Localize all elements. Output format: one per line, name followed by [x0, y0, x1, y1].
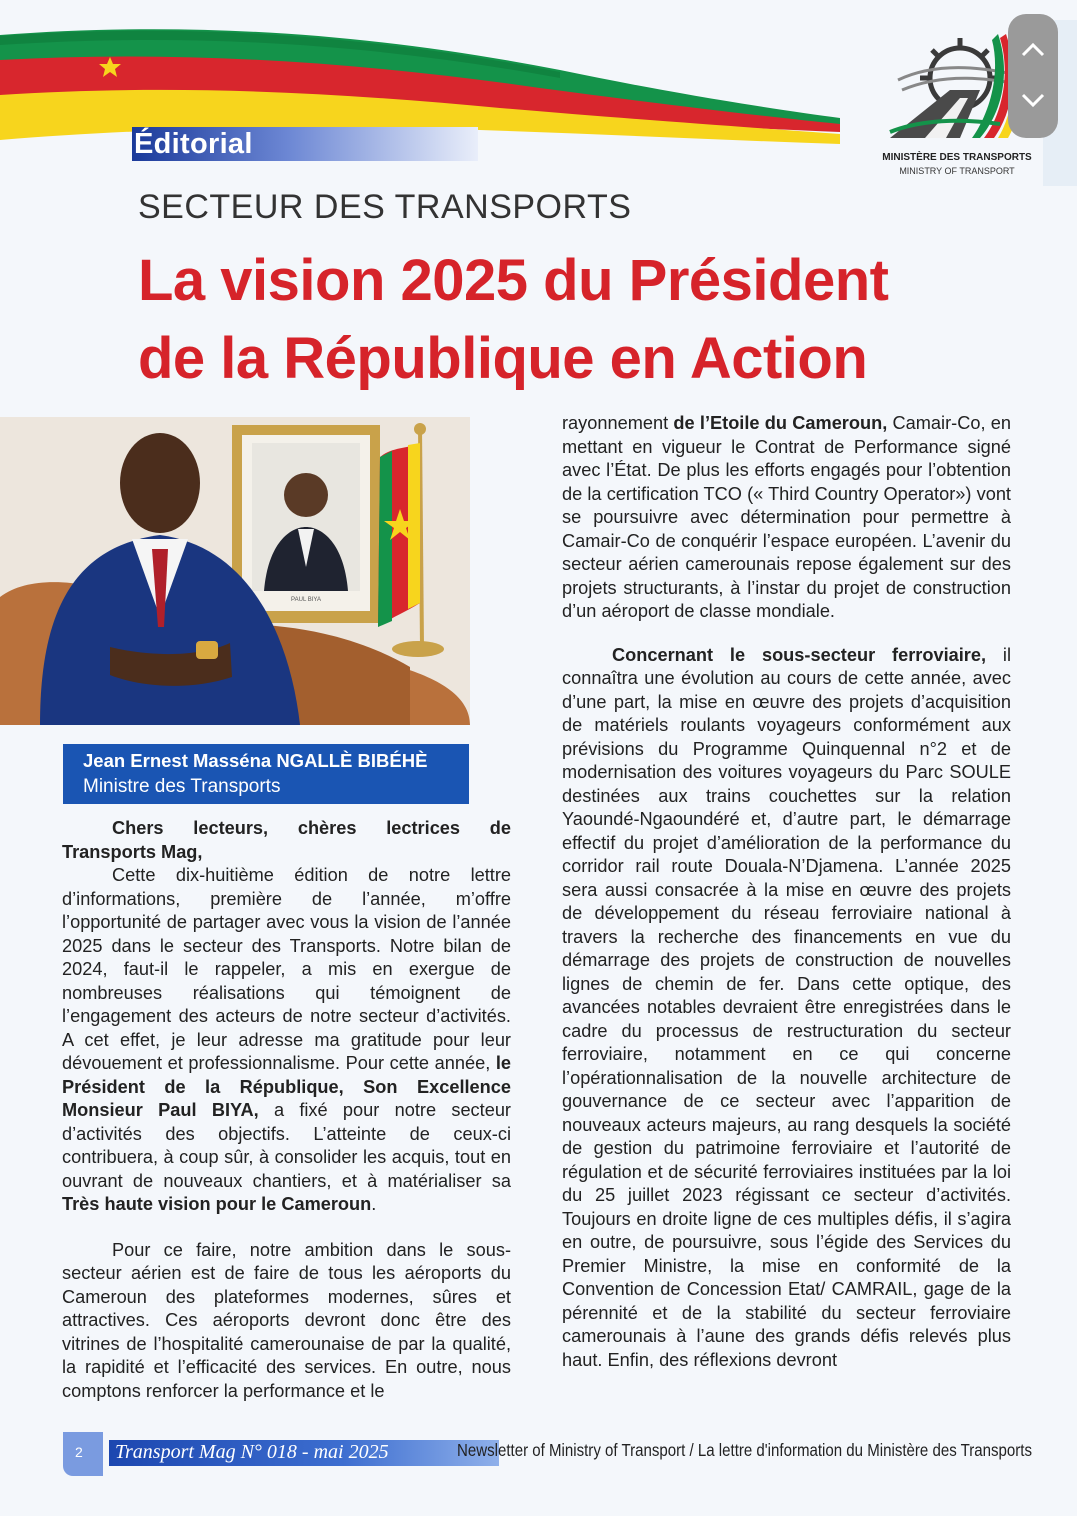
president-name-bold: le Président de la République, Son Excellence Monsieur Paul BIYA, [62, 1053, 511, 1120]
article-column-2 [562, 412, 1011, 1372]
body-paragraph [562, 412, 1011, 624]
body-paragraph: Pour ce faire, notre ambition dans le sous-secteur aérien est de faire de tous les aéroports du Cameroun des plateformes modernes, sûres et attractives. Ces aéroports devront donc être des vitrines de l’hospitalité camerounaise de par la qualité, la rapidité et l’efficacité des services. En outre, nous comptons renforcer la performance et le [62, 1239, 511, 1401]
page-number: 2 [75, 1444, 83, 1460]
paragraph-spacer [562, 624, 1011, 644]
portrait-frame-label: PAUL BIYA [291, 597, 321, 603]
paragraph-text: Cette dix-huitième édition de notre lettre d’informations, première de l’année, m’offre l’opportunité de partager avec vous la vision de l’année 2025 dans le secteur des Transports. Notre bilan de 2024, faut-il le rappeler, a mis en exergue de nombreuses réalisations qui témoignent de l’engagement des acteurs de notre secteur d’activités. A cet effet, je leur adresse ma gratitude pour leur dévouement et professionnalisme. Pour cette année, [62, 865, 511, 1073]
section-label [132, 127, 478, 161]
photo-caption [63, 744, 469, 804]
rail-subsector-bold: Concernant le sous-secteur ferroviaire, [612, 644, 987, 665]
paragraph-text: rayonnement [562, 413, 674, 433]
page-footer [63, 1432, 1043, 1476]
article-kicker: SECTEUR DES TRANSPORTS [138, 188, 632, 226]
paragraph-text: a fixé pour notre secteur d’activités des objectifs. L’atteinte de ceux-ci contribuera, à coup sûr, à consolider les acquis, tout en ouvrant de nouveaux chantiers, et à matérialiser sa [62, 1100, 511, 1191]
body-paragraph: Cette dix-huitième édition de notre lettre d’informations, première de l’année, m’offre l’opportunité de partager avec vous la vision de l’année 2025 dans le secteur des Transports. Notre bilan de 2024, faut-il le rappeler, a mis en exergue de nombreuses réalisations qui témoignent de l’engagement des acteurs de notre secteur d’activités. A cet effet, je leur adresse ma gratitude pour leur dévouement et professionnalisme. Pour cette année, le Président de la République, Son Excellence Monsieur Paul BIYA, a fixé pour notre secteur d’activités des objectifs. L’atteinte de ceux-ci contribuera, à coup sûr, à consolider les acquis, tout en ouvrant de nouveaux chantiers, et à matérialiser sa Très haute vision pour le Cameroun. [62, 865, 511, 1214]
issue-banner [109, 1440, 499, 1466]
paragraph-spacer [62, 1217, 511, 1239]
minister-photo [0, 417, 470, 725]
paragraph-text: il connaîtra une évolution au cours de cette année, avec d’une part, la mise en œuvre des projets d’acquisition de matériels roulants voyageurs conformément aux prévisions du Programme Quinquennal n°2 et de modernisation des voitures voyageurs du Parc SOULE destinées aux trains couchettes sur la relation Yaoundé-Ngaoundéré et, d’autre part, le démarrage effectif du projet d’amélioration de la performance du corridor rail route Douala-N’Djamena. L’année 2025 sera aussi consacrée à la mise en œuvre des projets de développement du réseau ferroviaire national à travers la recherche des financements en vue du démarrage des projets de construction de nouvelles lignes de chemin de fer. Dans cette optique, des avancées notables devraient être enregistrées dans le cadre du processus de restructuration du secteur ferroviaire, notamment en ce qui concerne l’opérationnalisation de la nouvelle architecture de gouvernance de ce secteur avec l’apparition de nouveaux acteurs majeurs, au rang desquels la société de gestion du patrimoine ferroviaire et l’autorité de régulation et de sécurité ferroviaires instituées par la loi du 25 juillet 2023 régissant ce secteur d’activités. Toujours en droite ligne de ces multiples défis, il s’agira en outre, de poursuivre, sous l’égide des Services du Premier Ministre, la mise en conformité de la Convention de Concession Etat/ CAMRAIL, gage de la pérennité et de la stabilité du secteur ferroviaire camerounais à l’aune des grands défis relevés plus haut. Enfin, des réflexions devront [562, 644, 1011, 1370]
footer-tagline: Newsletter of Ministry of Transport / La lettre d'information du Ministère des Transports [457, 1440, 1033, 1460]
scroll-down-chevron-icon[interactable] [1008, 80, 1058, 120]
vision-phrase-bold: Très haute vision pour le Cameroun [62, 1194, 372, 1214]
greeting-text: Chers lecteurs, chères lectrices de Transports Mag [62, 818, 511, 862]
paragraph-text: Camair-Co, en mettant en vigueur le Contrat de Performance signé avec l’État. De plus les efforts engagés pour l’obtention de la certification TCO (« Third Country Operator») vont se poursuivre avec détermination pour permettre à Camair-Co de conquérir l’espace européen. L’avenir du secteur aérien camerounais repose également sur des projets structurants, à l’instar du projet de construction d’un aéroport de classe mondiale. [562, 413, 1011, 621]
scroll-up-chevron-icon[interactable] [1008, 30, 1058, 70]
page-number-badge [63, 1432, 103, 1476]
greeting-paragraph: Chers lecteurs, chères lectrices de Transports Mag, [62, 818, 511, 862]
caption-name: Jean Ernest Masséna NGALLÈ BIBÉHÈ [83, 750, 428, 771]
page-scroll-control[interactable] [1008, 14, 1058, 138]
article-headline [138, 242, 1038, 398]
headline-line-2: de la République en Action [138, 326, 868, 391]
issue-text: Transport Mag N° 018 - mai 2025 [115, 1441, 389, 1463]
headline-line-1: La vision 2025 du Président [138, 248, 889, 313]
body-paragraph [562, 644, 1011, 1373]
article-column-1 [62, 817, 511, 1403]
logo-title-fr: MINISTÈRE DES TRANSPORTS [882, 152, 1032, 163]
caption-role: Ministre des Transports [83, 776, 281, 797]
camair-phrase-bold: de l’Etoile du Cameroun, [673, 413, 888, 433]
section-label-text: Éditorial [134, 128, 253, 160]
logo-title-en: MINISTRY OF TRANSPORT [899, 166, 1015, 176]
